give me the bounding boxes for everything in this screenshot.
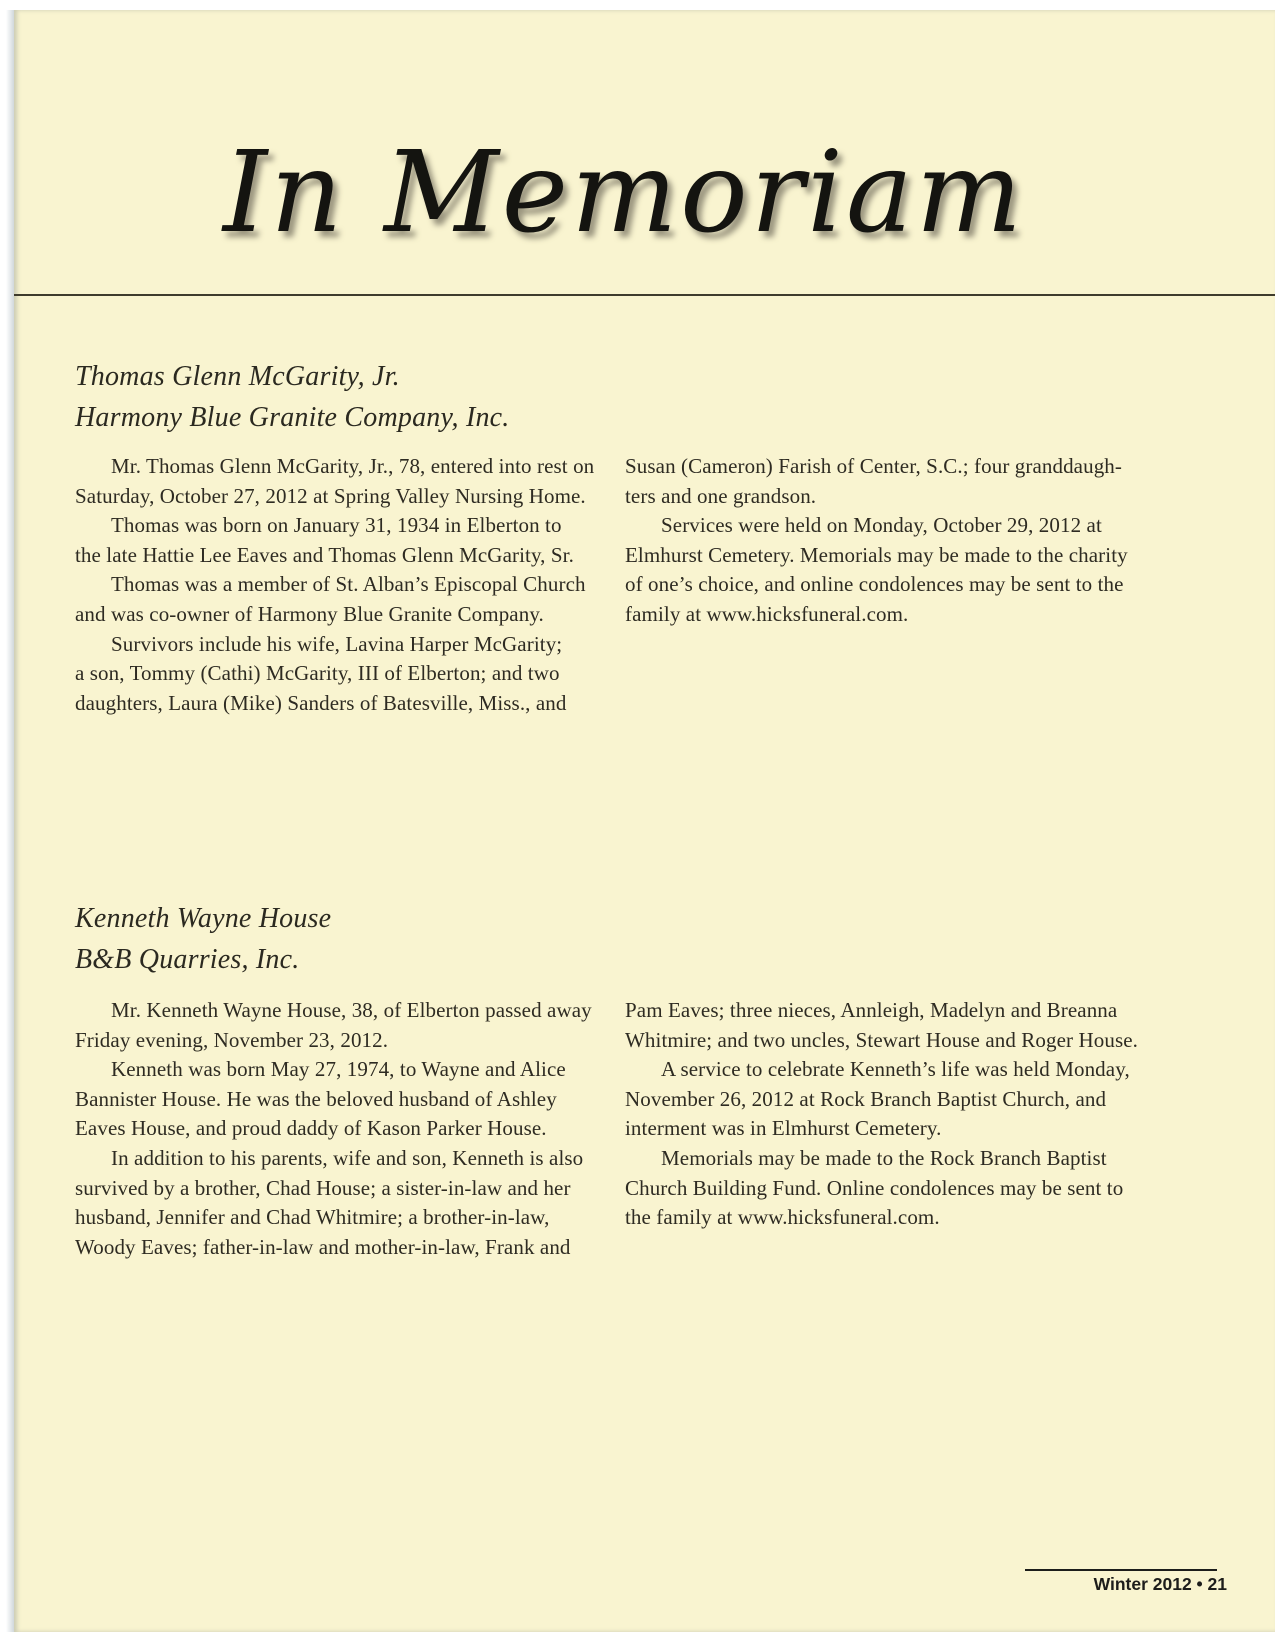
- body-line: Whitmire; and two uncles, Stewart House and Roger House.: [625, 1027, 1138, 1052]
- obituary-name: Thomas Glenn McGarity, Jr.: [75, 361, 400, 392]
- body-line: Saturday, October 27, 2012 at Spring Valley Nursing Home.: [75, 483, 586, 508]
- body-line: the late Hattie Lee Eaves and Thomas Glenn McGarity, Sr.: [75, 542, 574, 567]
- footer-rule: [1025, 1569, 1217, 1571]
- body-line: Kenneth was born May 27, 1974, to Wayne and Alice: [111, 1057, 566, 1082]
- body-line: Memorials may be made to the Rock Branch Baptist: [661, 1145, 1107, 1170]
- obituary-organization: B&B Quarries, Inc.: [75, 944, 300, 975]
- body-line: interment was in Elmhurst Cemetery.: [625, 1116, 942, 1141]
- body-line: ters and one grandson.: [625, 483, 817, 508]
- obituary-heading: [75, 356, 510, 438]
- body-line: Thomas was a member of St. Alban’s Episcopal Church: [111, 572, 586, 597]
- body-line: and was co-owner of Harmony Blue Granite Company.: [75, 601, 544, 626]
- title-rule: [14, 294, 1275, 296]
- obituary-column-left: [75, 996, 592, 1262]
- obituary-heading: [75, 898, 331, 980]
- obituary-name: Kenneth Wayne House: [75, 903, 332, 934]
- body-line: daughters, Laura (Mike) Sanders of Batesville, Miss., and: [75, 690, 567, 715]
- body-line: of one’s choice, and online condolences may be sent to the: [625, 572, 1124, 597]
- obituary-organization: Harmony Blue Granite Company, Inc.: [75, 402, 510, 433]
- body-line: Services were held on Monday, October 29, 2012 at: [661, 513, 1102, 538]
- body-line: Woody Eaves; father-in-law and mother-in-law, Frank and: [75, 1234, 571, 1259]
- body-line: Mr. Kenneth Wayne House, 38, of Elberton passed away: [111, 998, 592, 1022]
- body-line: Thomas was born on January 31, 1934 in Elberton to: [111, 513, 562, 538]
- body-line: Mr. Thomas Glenn McGarity, Jr., 78, entered into rest on: [111, 454, 595, 478]
- body-line: Church Building Fund. Online condolences may be sent to: [625, 1175, 1124, 1200]
- page-title: In Memoriam: [223, 128, 1025, 258]
- body-line: In addition to his parents, wife and son, Kenneth is also: [111, 1145, 584, 1170]
- body-line: Eaves House, and proud daddy of Kason Parker House.: [75, 1116, 547, 1141]
- body-line: Elmhurst Cemetery. Memorials may be made to the charity: [625, 542, 1128, 567]
- body-line: Pam Eaves; three nieces, Annleigh, Madelyn and Breanna: [625, 998, 1118, 1022]
- obituary-column-right: [625, 452, 1128, 630]
- obituary-column-right: [625, 996, 1138, 1233]
- body-line: November 26, 2012 at Rock Branch Baptist Church, and: [625, 1086, 1107, 1111]
- body-line: Friday evening, November 23, 2012.: [75, 1027, 389, 1052]
- body-line: family at www.hicksfuneral.com.: [625, 601, 909, 626]
- body-line: A service to celebrate Kenneth’s life was held Monday,: [661, 1057, 1130, 1082]
- body-line: survived by a brother, Chad House; a sister-in-law and her: [75, 1175, 571, 1200]
- body-line: the family at www.hicksfuneral.com.: [625, 1205, 940, 1230]
- body-line: husband, Jennifer and Chad Whitmire; a brother-in-law,: [75, 1205, 550, 1230]
- body-line: a son, Tommy (Cathi) McGarity, III of Elberton; and two: [75, 661, 560, 686]
- body-line: Survivors include his wife, Lavina Harper McGarity;: [111, 631, 563, 656]
- paper: [14, 10, 1275, 1632]
- body-line: Bannister House. He was the beloved husband of Ashley: [75, 1086, 557, 1111]
- obituary-column-left: [75, 452, 594, 718]
- page-footer: Winter 2012 • 21: [1093, 1574, 1227, 1594]
- body-line: Susan (Cameron) Farish of Center, S.C.; four granddaugh-: [625, 454, 1122, 478]
